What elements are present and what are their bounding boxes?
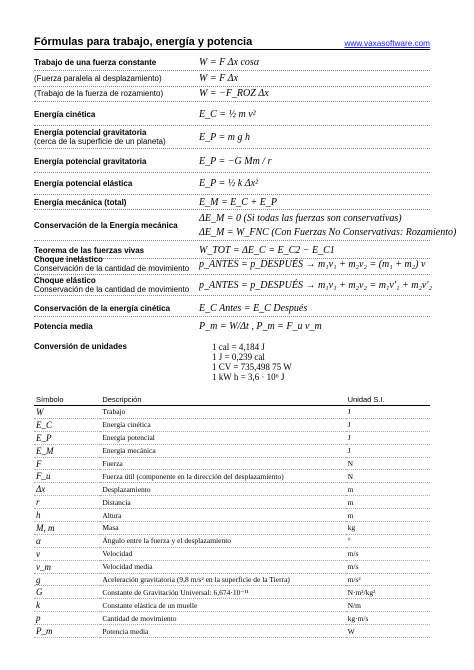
formula-row [34,127,430,147]
formula-sublabel: Conservación de la cantidad de movimiento [34,285,190,294]
symbol-cell: Δx [34,483,100,496]
unit-cell: W [346,625,430,638]
symbol-cell: h [34,509,100,522]
formula-label: Energía potencial gravitatoria (cerca de la superficie de un planeta) [34,128,199,146]
unit-cell: m [346,496,430,509]
description-cell: Constante elástica de un muelle [100,599,345,612]
description-cell: Velocidad media [100,560,345,573]
unit-cell: m [346,483,430,496]
table-row [34,534,430,547]
formula-row [34,255,430,273]
unit-cell: m/s [346,560,430,573]
table-row [34,470,430,483]
formula-label: Teorema de las fuerzas vivas [34,245,145,255]
unit-cell: J [346,406,430,419]
unit-cell: N/m [346,599,430,612]
description-cell: Potencia media [100,625,345,638]
symbol-cell: E_P [34,431,100,444]
table-row [34,522,430,535]
description-cell: Fuerza [100,457,345,470]
formula-row [34,71,430,85]
formula-label: Energía cinética [34,109,96,119]
description-cell: Velocidad [100,547,345,560]
formula-expression: E_P = m g h [199,131,251,143]
page-title: Fórmulas para trabajo, energía y potencia [34,36,253,48]
formula-label: Choque elástico Conservación de la cantidad de movimiento [34,276,199,294]
symbol-cell: W [34,406,100,419]
formula-label: Energía mecánica (total) [34,197,127,207]
formula-row [34,318,430,334]
formula-expression: E_M = E_C + E_P [199,196,277,208]
formula-label: (Fuerza paralela al desplazamiento) [34,73,162,83]
formula-row [34,86,430,100]
description-cell: Distancia [100,496,345,509]
table-row [34,547,430,560]
unit-cell: kg·m/s [346,612,430,625]
formula-row [34,55,430,69]
formula-expression: p_ANTES = p_DESPUÉS → m₁v₁ + m₂v₂ = m₁v′₁ + m₂v′₂ [199,279,433,291]
table-row [34,483,430,496]
formula-expression: W_TOT = ΔE_C = E_C2 − E_C1 [199,244,335,256]
formula-sublabel: (cerca de la superficie de un planeta) [34,137,166,146]
table-row [34,496,430,509]
row-divider [34,316,430,317]
header-rule [34,49,430,50]
formula-expression: ΔE_M = 0 (Si todas las fuerzas son conservativas) ΔE_M = W_FNC (Con Fuerzas No Conservativas: Rozamiento) [199,212,457,238]
row-divider [34,274,430,275]
conversion-line: 1 J = 0,239 cal [212,352,265,362]
row-divider [34,295,430,296]
col-unit: Unidad S.I. [346,393,430,406]
unit-cell: N·m²/kg² [346,586,430,599]
description-cell: Energía cinética [100,418,345,431]
table-row [34,431,430,444]
symbols-table [34,393,430,638]
table-row [34,586,430,599]
formula-label: Conservación de la Energía mecánica [34,220,178,230]
formula-label: Energía potencial elástica [34,178,133,188]
formula-expression: E_P = −G Mm / r [199,155,272,167]
formula-expression: E_C = ½ m v² [199,108,256,120]
table-row [34,457,430,470]
description-cell: Constante de Gravitación Universal: 6,674·10⁻¹¹ [100,586,345,599]
unit-cell: m [346,509,430,522]
formula-label: Choque inelástico Conservación de la cantidad de movimiento [34,255,199,273]
table-header [34,393,430,406]
formula-expression: p_ANTES = p_DESPUÉS → m₁v₁ + m₂v₂ = (m₁ + m₂) v [199,258,426,270]
formula-row [34,196,430,208]
formula-expression: E_P = ½ k Δx² [199,177,259,189]
symbol-cell: P_m [34,625,100,638]
symbol-cell: r [34,496,100,509]
conversion-line: 1 CV = 735,498 75 W [212,362,292,372]
table-row [34,599,430,612]
symbol-cell: p [34,612,100,625]
formula-row [34,151,430,171]
row-divider [34,194,430,195]
symbol-cell: G [34,586,100,599]
formula-expression: P_m = W/Δt , P_m = F_u v_m [199,320,322,332]
formula-expression: W = −F_ROZ Δx [199,87,269,99]
formula-expression: E_C Antes = E_C Después [199,302,308,314]
description-cell: Aceleración gravitatoria (9,8 m/s² en la superficie de la Tierra) [100,573,345,586]
description-cell: Energía mecánica [100,444,345,457]
conversion-line: 1 cal = 4,184 J [212,342,265,352]
description-cell: Masa [100,522,345,535]
conversion-line: 1 kW h = 3,6 · 10⁶ J [212,372,285,382]
description-cell: Desplazamiento [100,483,345,496]
formula-label: (Trabajo de la fuerza de rozamiento) [34,88,164,98]
unit-cell: m/s [346,547,430,560]
description-cell: Energía potencial [100,431,345,444]
unit-cell: m/s² [346,573,430,586]
formula-row [34,211,457,239]
formula-label: Trabajo de una fuerza constante [34,57,157,67]
symbol-cell: F [34,457,100,470]
table-row [34,560,430,573]
unit-cell: J [346,444,430,457]
symbol-cell: v [34,547,100,560]
symbol-cell: α [34,534,100,547]
description-cell: Altura [100,509,345,522]
symbol-cell: v_m [34,560,100,573]
site-link[interactable]: www.vaxasoftware.com [344,39,430,48]
unit-cell: J [346,418,430,431]
formula-row [34,104,430,124]
col-symbol: Símbolo [34,393,100,406]
page-header [34,33,430,48]
symbol-cell: M, m [34,522,100,535]
formula-row [34,173,430,193]
description-cell: Ángulo entre la fuerza y el desplazamiento [100,534,345,547]
table-row [34,444,430,457]
row-divider [34,240,430,241]
symbol-cell: k [34,599,100,612]
symbol-cell: F_u [34,470,100,483]
unit-cell: N [346,470,430,483]
description-cell: Cantidad de movimiento [100,612,345,625]
row-divider [34,125,430,126]
formula-expression: W = F Δx [199,72,238,84]
symbol-cell: E_M [34,444,100,457]
table-row [34,418,430,431]
unit-cell: ° [346,534,430,547]
formula-row [34,301,430,315]
formula-label: Potencia media [34,321,93,331]
unit-cell: N [346,457,430,470]
symbol-cell: g [34,573,100,586]
table-row [34,612,430,625]
formula-row [34,276,433,294]
description-cell: Fuerza útil (componente en la dirección del desplazamiento) [100,470,345,483]
symbol-cell: E_C [34,418,100,431]
formula-label: Energía potencial gravitatoria [34,156,147,166]
table-row [34,509,430,522]
table-row [34,625,430,638]
formula-expression: W = F Δx cosα [199,56,260,68]
conversion-label: Conversión de unidades [34,341,127,351]
description-cell: Trabajo [100,406,345,419]
table-row [34,406,430,419]
row-divider [34,101,430,102]
formula-label: Conservación de la energía cinética [34,303,171,313]
row-divider [34,209,430,210]
unit-cell: J [346,431,430,444]
row-divider [34,148,430,149]
table-row [34,573,430,586]
col-description: Descripción [100,393,345,406]
unit-cell: kg [346,522,430,535]
formula-sublabel: Conservación de la cantidad de movimiento [34,264,190,273]
